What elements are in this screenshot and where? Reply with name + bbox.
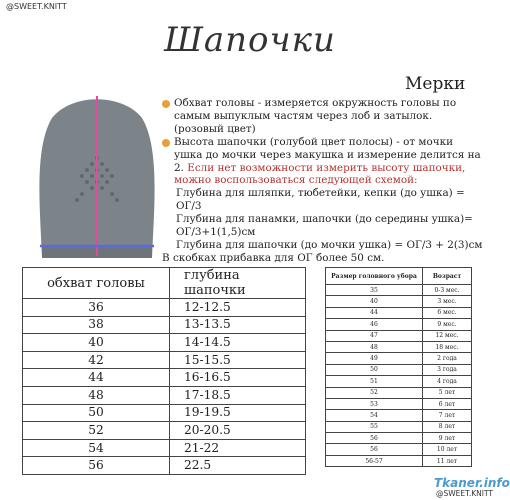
table-row: 48 17-18.5	[23, 386, 306, 404]
table-row: 51 4 года	[326, 376, 472, 387]
bullet-hat-height: Высота шапочки (голубой цвет полосы) - от мочки ушка до мочки через макушка и измерение делится на 2.	[174, 135, 481, 174]
measurement-description	[162, 97, 484, 265]
table-row: 55 8 лет	[326, 421, 472, 432]
table-row: 38 13-13.5	[23, 316, 306, 334]
column-header-age: Возраст	[423, 268, 472, 285]
depth-formula-line-1: Глубина для шляпки, тюбетейки, кепки (до ушка) = ОГ/3	[176, 187, 465, 213]
table-row: 54 21-22	[23, 439, 306, 457]
hat-size-age-table	[325, 267, 472, 467]
table-row: 48 18 мес.	[326, 341, 472, 352]
head-depth-table	[22, 267, 306, 475]
table-row: 46 9 мес.	[326, 319, 472, 330]
column-header-head-circumference: обхват головы	[23, 268, 170, 299]
depth-formula-line-2: Глубина для панамки, шапочки (до середины ушка)= ОГ/3+1(1,5)см	[176, 213, 473, 239]
depth-formula-note: В скобках прибавка для ОГ более 50 см.	[162, 251, 385, 264]
table-row: 47 12 мес.	[326, 330, 472, 341]
table-row: 42 15-15.5	[23, 351, 306, 369]
table-row: 54 7 лет	[326, 410, 472, 421]
table-row: 49 2 года	[326, 353, 472, 364]
column-header-hat-depth: глубина шапочки	[170, 268, 306, 299]
table-row: 44 16-16.5	[23, 369, 306, 387]
table-row: 56 10 лет	[326, 444, 472, 455]
bullet-dot-icon	[162, 139, 170, 147]
table-row: 52 20-20.5	[23, 422, 306, 440]
table-row: 44 6 мес.	[326, 307, 472, 318]
page-title: Шапочки	[164, 20, 336, 60]
table-row: 53 6 лет	[326, 398, 472, 409]
table-row: 40 3 мес.	[326, 296, 472, 307]
site-watermark: Tkaner.info	[434, 476, 510, 490]
instagram-handle-bottom: @SWEET.KNITT	[436, 489, 494, 498]
table-row: 50 19-19.5	[23, 404, 306, 422]
instagram-handle-top: @SWEET.KNITT	[6, 2, 67, 11]
bullet-dot-icon	[162, 100, 170, 108]
depth-formula-line-3: Глубина для шапочки (до мочки ушка) = ОГ/3 + 2(3)см	[176, 238, 483, 251]
table-row: 50 3 года	[326, 364, 472, 375]
table-row: 40 14-14.5	[23, 334, 306, 352]
column-header-hat-size: Размер головного убора	[326, 268, 423, 285]
section-title: Мерки	[405, 74, 466, 94]
hat-illustration	[22, 88, 172, 268]
table-row: 56 9 лет	[326, 433, 472, 444]
table-row: 56-57 11 лет	[326, 455, 472, 466]
table-row: 56 22.5	[23, 457, 306, 475]
table-row: 36 12-12.5	[23, 299, 306, 317]
bullet-head-circumference: Обхват головы - измеряется окружность головы по самым выпуклым частям через лоб и затылок. (розовый цвет)	[174, 97, 457, 135]
bullet-hat-height-note: Если нет возможности измерить высоту шапочки, можно воспользоваться следующей схемой:	[174, 161, 466, 187]
table-row: 35 0-3 мес.	[326, 285, 472, 296]
table-row: 52 5 лет	[326, 387, 472, 398]
